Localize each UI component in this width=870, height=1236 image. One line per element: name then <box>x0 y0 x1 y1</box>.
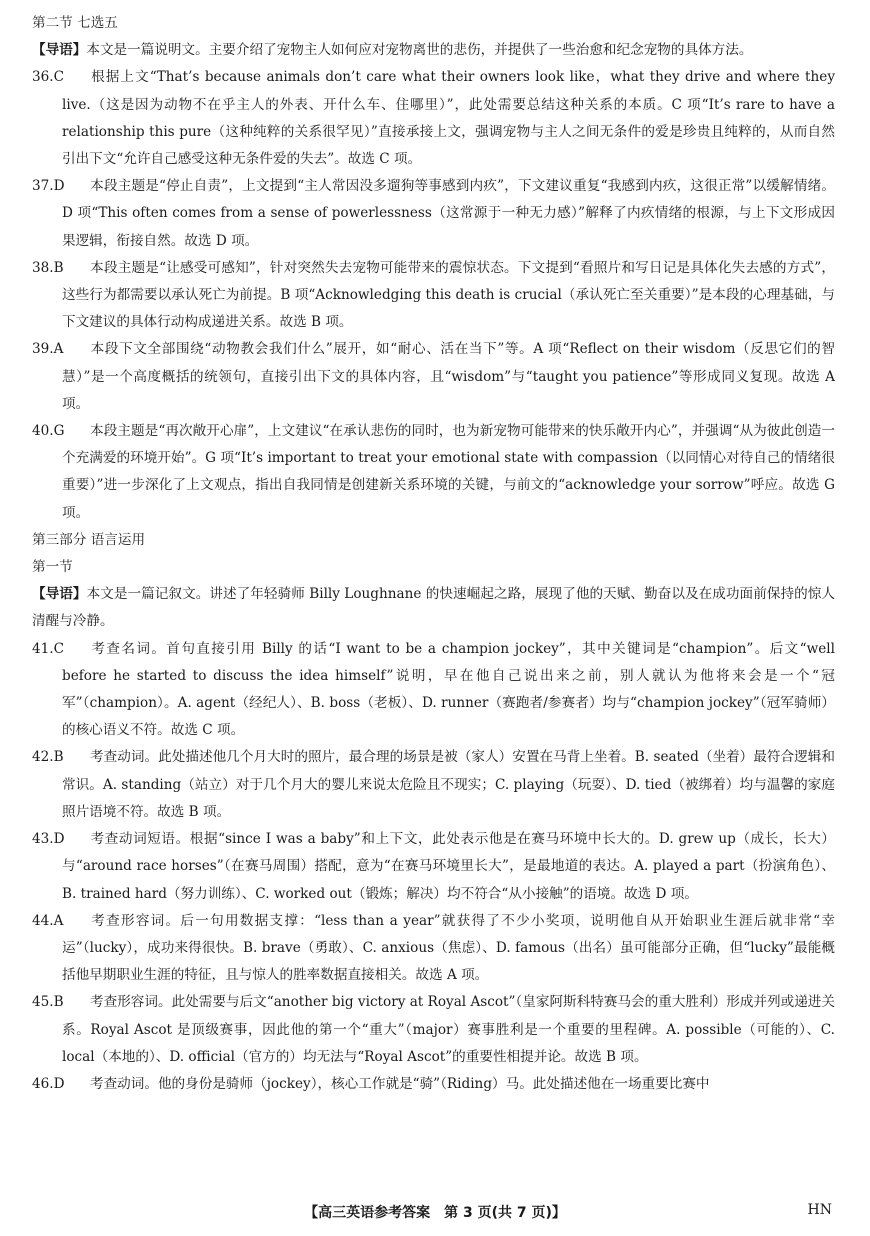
intro-tag: 【导语】 <box>32 42 87 59</box>
intro-text: 本文是一篇记叙文。讲述了年轻骑师 Billy Loughnane 的快速崛起之路，展现了他的天赋、勤奋以及在成功面前保持的惊人清醒与冷静。 <box>32 586 835 630</box>
answer-item <box>32 989 835 1071</box>
answer-explanation: 根据上文“That’s because animals don’t care what their owners look like，what they drive and where they live.（这是因为动物不在乎主人的外表、开什么车、住哪里）”，此处需要总结这种关系的本质。C 项“It’s rare to have a relationship this pure（这种纯粹的关系很罕见）”直接承接上文，强调宠物与主人之间无条件的爱是珍贵且纯粹的，从而自然引出下文“允许自己感受这种无条件爱的失去”。故选 C 项。 <box>62 69 835 168</box>
answer-number: 43.D <box>32 831 65 848</box>
answer-item <box>32 744 835 826</box>
answer-explanation: 考查形容词。后一句用数据支撑：“less than a year”就获得了不少小奖项，说明他自从开始职业生涯后就非常“幸运”（lucky），成功来得很快。B. brave（勇敢）、C. anxious（焦虑）、D. famous（出名）虽可能部分正确，但“lucky”最能概括他早期职业生涯的特征，且与惊人的胜率数据直接相关。故选 A 项。 <box>62 912 835 984</box>
answer-item <box>32 336 835 418</box>
answer-number: 38.B <box>32 259 64 276</box>
answer-explanation: 考查名词。首句直接引用 Billy 的话“I want to be a champion jockey”，其中关键词是“champion”。后文“well before he started to discuss the idea himself”说明，早在他自己说出来之前，别人就认为他将来会是一个“冠军”（champion）。A. agent（经纪人）、B. boss（老板）、D. runner（赛跑者/参赛者）均与“champion jockey”（冠军骑师）的核心语义不符。故选 C 项。 <box>62 640 835 739</box>
answer-item <box>32 636 835 745</box>
answer-explanation: 考查动词短语。根据“since I was a baby”和上下文，此处表示他是在赛马环境中长大的。D. grew up（成长，长大）与“around race horses”（在赛马周围）搭配，意为“在赛马环境里长大”，是最地道的表达。A. played a part（扮演角色）、B. trained hard（努力训练）、C. worked out（锻炼；解决）均不符合“从小接触”的语境。故选 D 项。 <box>62 831 835 902</box>
section-heading-seven-choose-five: 第二节 七选五 <box>32 15 118 31</box>
footer-region-code: HN <box>807 1202 832 1218</box>
answer-item <box>32 173 835 255</box>
intro-text: 本文是一篇说明文。主要介绍了宠物主人如何应对宠物离世的悲伤，并提供了一些治愈和纪念宠物的具体方法。 <box>86 42 753 59</box>
answer-number: 41.C <box>32 640 65 657</box>
answer-explanation: 本段主题是“停止自责”，上文提到“主人常因没多遛狗等事感到内疚”，下文建议重复“我感到内疚，这很正常”以缓解情绪。D 项“This often comes from a sense of powerlessness（这常源于一种无力感）”解释了内疚情绪的根源，与上下文形成因果逻辑，衔接自然。故选 D 项。 <box>62 178 835 249</box>
document-page <box>32 10 835 1098</box>
answer-number: 42.B <box>32 749 64 766</box>
answer-explanation: 考查形容词。此处需要与后文“another big victory at Royal Ascot”（皇家阿斯科特赛马会的重大胜利）形成并列或递进关系。Royal Ascot 是顶级赛事，因此他的第一个“重大”（major）赛事胜利是一个重要的里程碑。A. possible（可能的）、C. local（本地的）、D. official（官方的）均无法与“Royal Ascot”的重要性相提并论。故选 B 项。 <box>62 994 835 1065</box>
answer-explanation: 考查动词。此处描述他几个月大时的照片，最合理的场景是被（家人）安置在马背上坐着。B. seated（坐着）最符合逻辑和常识。A. standing（站立）对于几个月大的婴儿来说太危险且不现实；C. playing（玩耍）、D. tied（被绑着）均与温馨的家庭照片语境不符。故选 B 项。 <box>62 749 835 820</box>
section-intro <box>32 581 835 635</box>
answer-number: 44.A <box>32 912 64 929</box>
section-intro <box>32 37 835 64</box>
answer-number: 39.A <box>32 341 64 358</box>
answer-number: 40.G <box>32 423 65 440</box>
answer-explanation: 考查动词。他的身份是骑师（jockey），核心工作就是“骑”（Riding）马。此处描述他在一场重要比赛中 <box>90 1075 710 1092</box>
answer-number: 37.D <box>32 178 65 195</box>
answer-item <box>32 418 835 527</box>
answer-number: 46.D <box>32 1075 65 1092</box>
answer-item <box>32 1071 835 1098</box>
part-heading-language-use: 第三部分 语言运用 <box>32 531 146 548</box>
answer-item <box>32 826 835 908</box>
answer-item <box>32 908 835 990</box>
answer-number: 45.B <box>32 994 64 1011</box>
answer-explanation: 本段下文全部围绕“动物教会我们什么”展开，如“耐心、活在当下”等。A 项“Reflect on their wisdom（反思它们的智慧）”是一个高度概括的统领句，直接引出下文的具体内容，且“wisdom”与“taught you patience”等形成同义复现。故选 A 项。 <box>62 341 835 412</box>
answer-explanation: 本段主题是“让感受可感知”，针对突然失去宠物可能带来的震惊状态。下文提到“看照片和写日记是具体化失去感的方式”，这些行为都需要以承认死亡为前提。B 项“Acknowledging this death is crucial（承认死亡至关重要）”是本段的心理基础，与下文建议的具体行动构成递进关系。故选 B 项。 <box>62 259 835 331</box>
answer-item <box>32 64 835 173</box>
answer-number: 36.C <box>32 69 65 86</box>
subsection-heading: 第一节 <box>32 559 73 576</box>
footer-page-label: 【高三英语参考答案 第 3 页(共 7 页)】 <box>304 1205 566 1221</box>
page-footer <box>0 1202 870 1226</box>
intro-tag: 【导语】 <box>32 586 87 603</box>
answer-explanation: 本段主题是“再次敞开心扉”，上文建议“在承认悲伤的同时，也为新宠物可能带来的快乐敞开内心”，并强调“从为彼此创造一个充满爱的环境开始”。G 项“It’s important to treat your emotional state with compassion（以同情心对待自己的情绪很重要）”进一步深化了上文观点，指出自我同情是创建新关系环境的关键，与前文的“acknowledge your sorrow”呼应。故选 G 项。 <box>62 423 835 521</box>
answer-item <box>32 255 835 337</box>
